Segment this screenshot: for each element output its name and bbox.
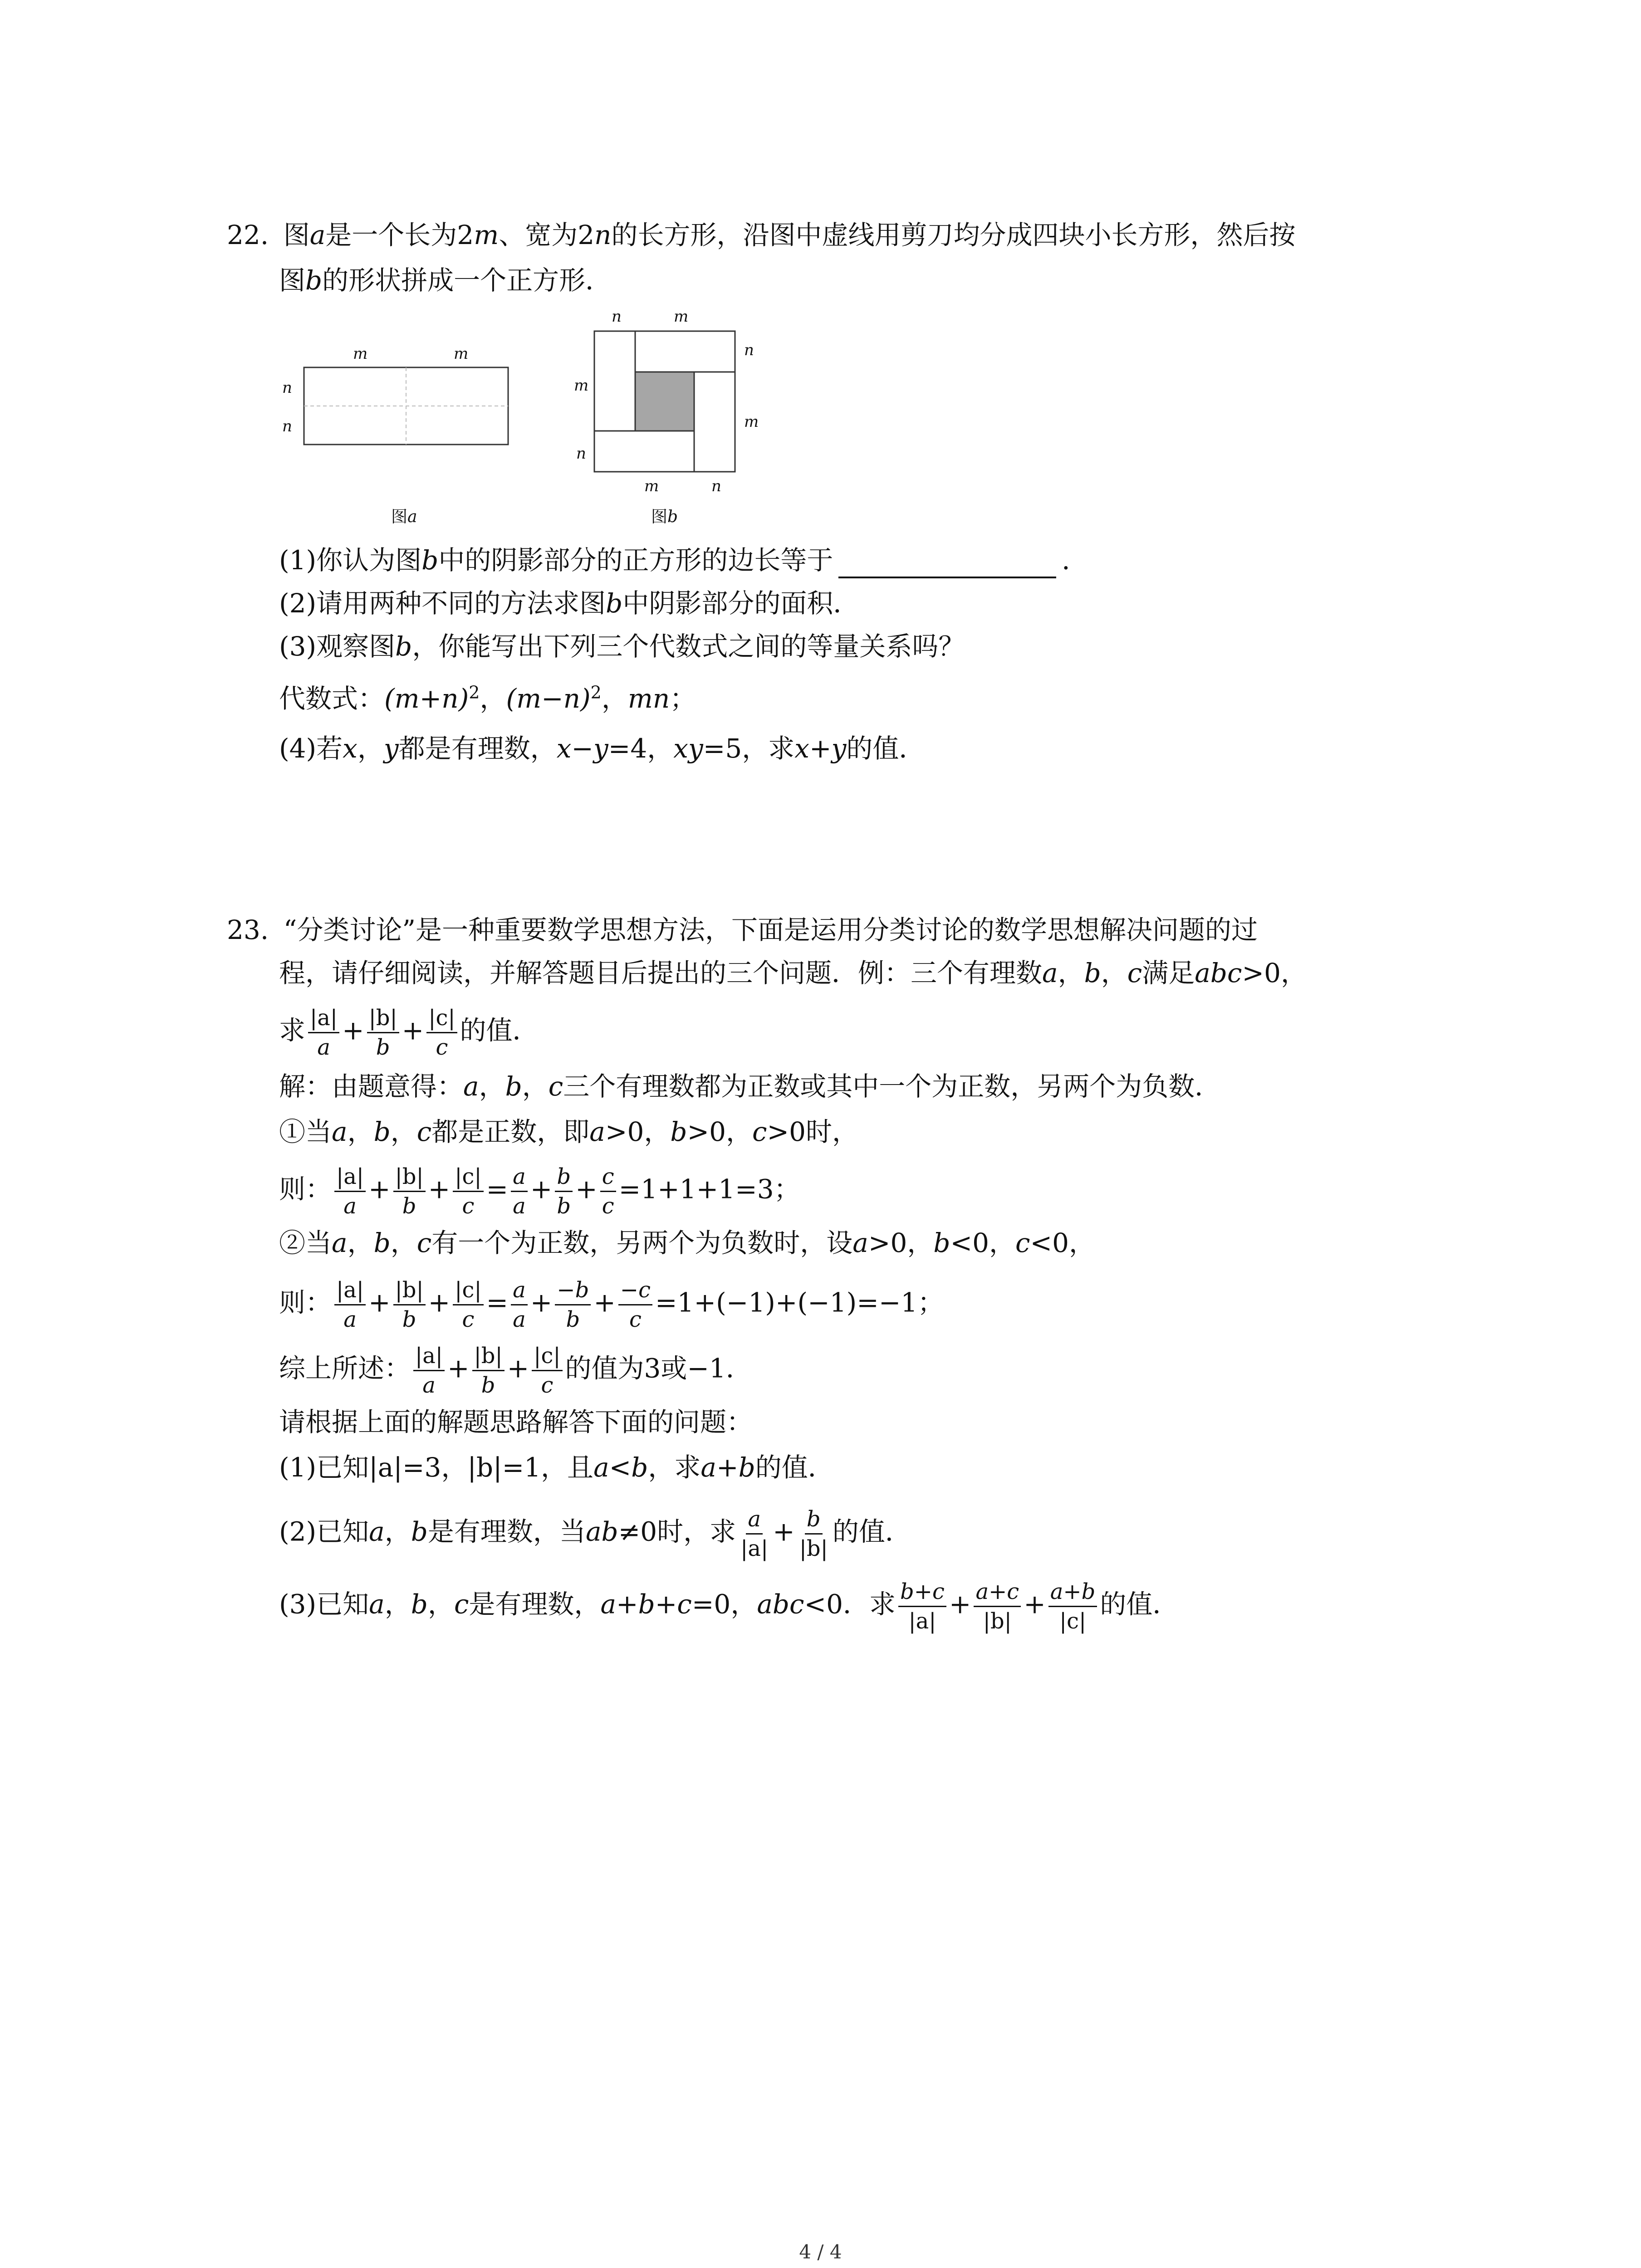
text-run: ，你能写出下列三个代数式之间的等量关系吗？	[412, 631, 965, 662]
text-run: ，	[347, 1227, 374, 1258]
text-run: −b	[555, 1277, 591, 1305]
figure-b-caption	[651, 508, 678, 526]
text-run: 满足	[1142, 958, 1195, 988]
text-run: ，	[347, 1116, 374, 1147]
text: 的长方形，沿图中虚线用剪刀均分成四块小长方形，然后按	[611, 220, 1296, 250]
shaded-square	[635, 372, 694, 431]
text-run: b	[505, 1071, 522, 1102]
text-run: c	[752, 1116, 767, 1147]
text-run: (4)若	[279, 733, 343, 764]
text-run: a	[422, 1373, 436, 1398]
label-m: m	[353, 345, 368, 363]
text-run: 程，请仔细阅读，并解答题目后提出的三个问题．例：三个有理数	[279, 958, 1043, 988]
text-run: 有一个为正数，另两个为负数时，设	[431, 1227, 853, 1258]
q23-case1-calculation	[279, 1163, 800, 1219]
text-run: =4，	[608, 733, 674, 764]
text-run: a	[317, 1035, 330, 1060]
text-run: a+c	[974, 1579, 1021, 1607]
fraction	[898, 1579, 946, 1634]
q23-intro-line1	[227, 912, 1258, 948]
figure-a-caption	[391, 508, 417, 526]
text-run: |c|	[532, 1343, 562, 1371]
text-run: (1)已知	[279, 1452, 369, 1483]
q22-part2	[279, 585, 859, 621]
text-run: +	[593, 1287, 616, 1318]
text-run: =5，求	[703, 733, 795, 764]
text-run: ，	[1058, 958, 1084, 988]
text-run: b	[670, 1116, 687, 1147]
text-run: c	[436, 1035, 448, 1060]
text-run: ，	[384, 1589, 411, 1620]
text-run: b	[566, 1307, 580, 1332]
text-run: >0时，	[767, 1116, 858, 1147]
text-run: |c|	[426, 1005, 457, 1033]
text-run: =1，且	[502, 1452, 594, 1483]
q22-intro-line2	[279, 262, 612, 298]
fraction	[426, 1005, 457, 1061]
text: 图	[279, 265, 306, 296]
text-run: 代数式：	[279, 683, 385, 714]
text: 是一个长为2	[325, 220, 474, 250]
text-run: ，	[390, 1116, 417, 1147]
fraction	[600, 1163, 616, 1219]
text-run: a	[369, 1589, 385, 1620]
text-run: |c|	[1059, 1608, 1087, 1634]
text-run: a	[852, 1227, 868, 1258]
text-run: (3)已知	[279, 1589, 369, 1620]
q22-part3	[279, 628, 965, 665]
text-run: <0，	[950, 1227, 1016, 1258]
text-run: +	[447, 1353, 470, 1384]
q22-intro-line1	[227, 217, 1295, 253]
q22-part1	[279, 542, 1088, 578]
text-run: x	[343, 733, 358, 764]
q23-subquestion-2	[279, 1506, 911, 1562]
q22-expressions	[279, 680, 696, 717]
text-run: 中阴影部分的面积．	[622, 588, 860, 619]
text-run: a	[1042, 958, 1058, 988]
answer-blank[interactable]	[838, 549, 1056, 578]
q23-case1	[279, 1114, 858, 1150]
text-run: +	[428, 1173, 451, 1205]
text-run: c	[462, 1307, 475, 1332]
text-run: >0，	[1242, 958, 1307, 988]
text-run: +	[402, 1015, 424, 1046]
text-run: b	[805, 1506, 823, 1535]
text-run: a	[343, 1193, 357, 1219]
fraction	[1048, 1579, 1097, 1634]
text-run: 的值．	[755, 1452, 834, 1483]
text-run: 综上所述：	[279, 1353, 411, 1384]
text-run: +	[368, 1287, 391, 1318]
text-run: b	[402, 1307, 416, 1332]
text: 图	[283, 220, 310, 250]
text-run: a<b	[593, 1452, 648, 1483]
text-run: 则：	[279, 1287, 332, 1318]
text-run: abc	[1195, 958, 1242, 988]
text-run: ②当	[279, 1227, 332, 1258]
text-run: +	[428, 1287, 451, 1318]
text-run: 是有理数，当	[427, 1516, 586, 1547]
text-run: 都是正数，即	[431, 1116, 590, 1147]
fraction	[739, 1506, 770, 1562]
text-run: c	[548, 1071, 563, 1102]
label-m: m	[674, 308, 689, 326]
text-run: ，	[479, 1071, 505, 1102]
text-run: a	[407, 508, 417, 526]
fraction	[555, 1277, 591, 1333]
text-run: abc	[757, 1589, 804, 1620]
figure-b	[567, 308, 776, 535]
q23-intro-line2	[279, 955, 1307, 991]
text-run: b	[395, 631, 412, 662]
text-run: +	[530, 1287, 553, 1318]
text-run: b	[411, 1589, 428, 1620]
text-run: c	[416, 1116, 432, 1147]
text-run: ，	[601, 683, 628, 714]
text-run: =3，	[402, 1452, 468, 1483]
text-run: |b|	[799, 1536, 828, 1561]
text-run: |a|	[308, 1005, 339, 1033]
text-run: ．	[1062, 545, 1088, 576]
text-run: b+c	[898, 1579, 946, 1607]
fraction	[367, 1005, 399, 1061]
text-run: ，	[390, 1227, 417, 1258]
label-m: m	[744, 413, 759, 431]
text-run: 三个有理数都为正数或其中一个为正数，另两个为负数．	[563, 1071, 1221, 1102]
fraction	[393, 1163, 426, 1219]
text-run: xy	[673, 733, 703, 764]
text-run: b	[402, 1193, 416, 1219]
label-m: m	[644, 477, 659, 495]
fraction	[511, 1163, 528, 1219]
text-run: a	[589, 1116, 605, 1147]
text-run: a	[332, 1116, 348, 1147]
text-run: b	[555, 1163, 573, 1192]
fraction	[413, 1343, 445, 1398]
text-run: b	[606, 588, 623, 619]
var: b	[305, 265, 323, 296]
fraction	[618, 1277, 652, 1333]
text-run: ≠0时，求	[618, 1516, 736, 1547]
text-run: 的值．	[1100, 1589, 1179, 1620]
q23-subquestion-3	[279, 1579, 1179, 1634]
text-run: >0，	[687, 1116, 753, 1147]
text-run: =1+1+1=3；	[618, 1173, 800, 1205]
text-run: ，	[1101, 958, 1127, 988]
text-run: 2	[590, 682, 602, 703]
figure-a-drawing	[272, 336, 526, 535]
fraction	[532, 1343, 562, 1398]
text-run: a	[343, 1307, 357, 1332]
text-run: “分类讨论”是一种重要数学思想方法，下面是运用分类讨论的数学思想解决问题的过	[283, 914, 1258, 945]
text-run: (2)已知	[279, 1516, 369, 1547]
page-number: 4 / 4	[799, 2241, 842, 2263]
text-run: x−y	[556, 733, 608, 764]
text-run: c	[1015, 1227, 1030, 1258]
text-run: 中的阴影部分的正方形的边长等于	[438, 545, 833, 576]
text-run: |b|	[393, 1277, 426, 1305]
text-run: <0．求	[804, 1589, 896, 1620]
text-run: a	[369, 1516, 385, 1547]
text-run: b	[421, 545, 439, 576]
label-n: n	[612, 308, 622, 326]
label-n: n	[282, 379, 292, 397]
text-run: 的值为3或−1．	[565, 1353, 752, 1384]
text-run: |a|	[413, 1343, 445, 1371]
text-run: a+b	[1048, 1579, 1097, 1607]
text-run: c	[629, 1307, 642, 1332]
text-run: c	[600, 1163, 616, 1192]
text-run: a	[463, 1071, 479, 1102]
label-n: n	[576, 445, 586, 463]
label-m: m	[574, 376, 589, 395]
question-number: 23.	[227, 914, 269, 945]
text-run: a	[511, 1163, 528, 1192]
q23-case2	[279, 1225, 1095, 1261]
text-run: |b|	[367, 1005, 399, 1033]
text-run: b	[933, 1227, 950, 1258]
text-run: c	[416, 1227, 432, 1258]
fraction	[798, 1506, 830, 1562]
text-run: 解：由题意得：	[279, 1071, 464, 1102]
text-run: a	[511, 1277, 528, 1305]
text-run: b	[411, 1516, 428, 1547]
text-run: >0，	[868, 1227, 934, 1258]
text-run: (3)观察图	[279, 631, 396, 662]
q23-example-expression	[279, 1005, 539, 1061]
text-run: +	[949, 1589, 971, 1620]
text-run: |a|	[334, 1277, 366, 1305]
text-run: c	[454, 1589, 469, 1620]
text-run: a	[332, 1227, 348, 1258]
text-run: 2	[469, 682, 480, 703]
text-run: 是有理数，	[469, 1589, 601, 1620]
text-run: (1)你认为图	[279, 545, 422, 576]
var: m	[474, 220, 499, 250]
text-run: +	[773, 1516, 795, 1547]
text-run: |c|	[453, 1163, 483, 1192]
text-run: a	[513, 1193, 526, 1219]
fraction	[308, 1005, 339, 1061]
text-run: a+b	[700, 1452, 755, 1483]
var: n	[594, 220, 612, 250]
text-run: |b|	[393, 1163, 426, 1192]
text-run: =	[486, 1287, 509, 1318]
text-run: 图	[651, 508, 668, 526]
text-run: |a|	[740, 1536, 769, 1561]
text-run: ①当	[279, 1116, 332, 1147]
q23-solution-intro	[279, 1068, 1221, 1105]
text-run: ，	[427, 1589, 454, 1620]
text-run: =1+(−1)+(−1)=−1；	[655, 1287, 944, 1318]
text-run: c	[602, 1193, 614, 1219]
text-run: (2)请用两种不同的方法求图	[279, 588, 606, 619]
text-run: mn	[627, 683, 670, 714]
text-run: 都是有理数，	[398, 733, 557, 764]
text-run: =	[486, 1173, 509, 1205]
text-run: a+b+c	[600, 1589, 692, 1620]
text-run: (m+n)	[384, 683, 469, 714]
text-run: |a|	[369, 1452, 402, 1483]
text-run: b	[481, 1373, 495, 1398]
text-run: +	[530, 1173, 553, 1205]
label-n: n	[711, 477, 721, 495]
fraction	[453, 1277, 483, 1333]
text-run: c	[462, 1193, 475, 1219]
text-run: |b|	[467, 1452, 502, 1483]
label-n: n	[282, 417, 292, 435]
q23-subquestion-1	[279, 1449, 834, 1486]
text-run: −c	[618, 1277, 652, 1305]
text-run: c	[1127, 958, 1142, 988]
text-run: ，	[480, 683, 506, 714]
var: a	[309, 220, 326, 250]
text-run: 的值．	[832, 1516, 911, 1547]
figure-a	[272, 336, 526, 535]
text-run: |c|	[453, 1277, 483, 1305]
text-run: ；	[670, 683, 696, 714]
text-run: (m−n)	[506, 683, 591, 714]
fraction	[453, 1163, 483, 1219]
question-number: 22.	[227, 220, 269, 250]
text-run: |b|	[472, 1343, 505, 1371]
text-run: b	[667, 508, 678, 526]
text-run: +	[342, 1015, 364, 1046]
q23-instruction	[279, 1404, 753, 1440]
text-run: +	[575, 1173, 598, 1205]
q23-summary	[279, 1343, 752, 1398]
text-run: =0，	[691, 1589, 757, 1620]
text-run: +	[1024, 1589, 1046, 1620]
text-run: >0，	[605, 1116, 671, 1147]
text-run: +	[368, 1173, 391, 1205]
fraction	[555, 1163, 573, 1219]
q23-case2-calculation	[279, 1277, 944, 1333]
text-run: 的值．	[846, 733, 926, 764]
text-run: 则：	[279, 1173, 332, 1205]
text-run: ，	[357, 733, 384, 764]
text-run: |b|	[983, 1608, 1012, 1634]
text-run: b	[373, 1116, 391, 1147]
label-m: m	[454, 345, 469, 363]
text-run: 的值．	[460, 1015, 539, 1046]
text-run: |a|	[334, 1163, 366, 1192]
text: 的形状拼成一个正方形．	[322, 265, 612, 296]
text-run: b	[376, 1035, 390, 1060]
fraction	[334, 1277, 366, 1333]
text-run: 求	[279, 1015, 306, 1046]
text-run: x+y	[794, 733, 847, 764]
text-run: ，	[384, 1516, 411, 1547]
text-run: b	[557, 1193, 571, 1219]
text-run: c	[541, 1373, 554, 1398]
text-run: |a|	[908, 1608, 936, 1634]
text-run: ，	[522, 1071, 549, 1102]
text: 、宽为2	[499, 220, 595, 250]
fraction	[974, 1579, 1021, 1634]
text-run: ，求	[648, 1452, 701, 1483]
text-run: a	[513, 1307, 526, 1332]
text-run: 图	[391, 508, 408, 526]
text-run: 请根据上面的解题思路解答下面的问题：	[279, 1407, 753, 1437]
fraction	[511, 1277, 528, 1333]
fraction	[393, 1277, 426, 1333]
text-run: y	[383, 733, 399, 764]
fraction	[334, 1163, 366, 1219]
text-run: b	[373, 1227, 391, 1258]
text-run: +	[507, 1353, 529, 1384]
text-run: ab	[585, 1516, 618, 1547]
text-run: <0，	[1030, 1227, 1095, 1258]
label-n: n	[744, 341, 754, 359]
text-run: a	[746, 1506, 763, 1535]
fraction	[472, 1343, 505, 1398]
text-run: b	[1084, 958, 1101, 988]
q22-part4	[279, 730, 925, 767]
